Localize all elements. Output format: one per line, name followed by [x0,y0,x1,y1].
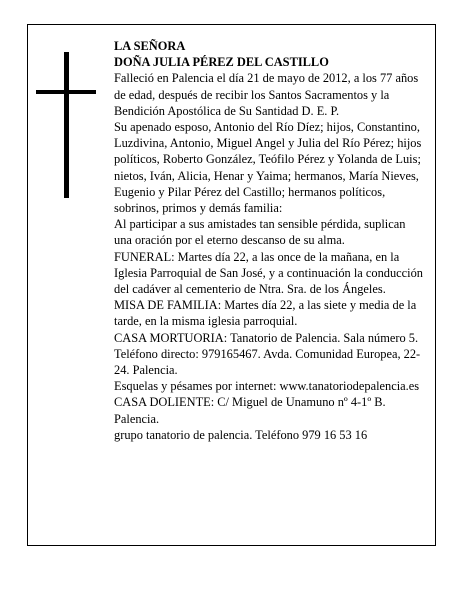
latin-cross-icon [36,52,96,198]
title-line-1: LA SEÑORA [114,39,186,53]
paragraph-funeral: FUNERAL: Martes día 22, a las once de la mañana, en la Iglesia Parroquial de San José, y a continuación la conducción del cadáver al cementerio de Ntra. Sra. de los Ángeles. [114,249,423,297]
deceased-name: DOÑA JULIA PÉREZ DEL CASTILLO [114,55,329,70]
cross-vertical-bar [64,52,69,198]
paragraph-death-notice: Falleció en Palencia el día 21 de mayo de 2012, a los 77 años de edad, después de recibir los Santos Sacramentos y la Bendición Apostólica de Su Santidad D. E. P. [114,71,419,118]
paragraph-funeral-home: CASA MORTUORIA: Tanatorio de Palencia. Sala número 5. Teléfono directo: 979165467. Avda. Comunidad Europea, 22-24. Palencia. [114,330,421,378]
paragraph-mourning-house: CASA DOLIENTE: C/ Miguel de Unamuno nº 4-1º B. Palencia. [114,395,386,426]
paragraph-funeral-group-phone: grupo tanatorio de palencia. Teléfono 979 16 53 16 [114,427,368,442]
paragraph-internet-condolences: Esquelas y pésames por internet: www.tanatoriodepalencia.es [114,379,420,394]
paragraph-prayer-request: Al participar a sus amistades tan sensible pérdida, suplican una oración por el eterno descanso de su alma. [114,217,406,248]
cross-horizontal-bar [36,90,96,94]
obituary-text [114,38,424,443]
paragraph-family-mass: MISA DE FAMILIA: Martes día 22, a las siete y media de la tarde, en la misma iglesia parroquial. [114,298,417,329]
paragraph-family: Su apenado esposo, Antonio del Río Díez; hijos, Constantino, Luzdivina, Antonio, Miguel Angel y Julia del Río Pérez; hijos políticos, Roberto González, Teófilo Pérez y Yolanda de Luis; nietos, Iván, Alicia, Henar y Yaima; hermanos, María Nieves, Eugenio y Pilar Pérez del Castillo; hermanos políticos, sobrinos, primos y demás familia: [114,120,422,216]
